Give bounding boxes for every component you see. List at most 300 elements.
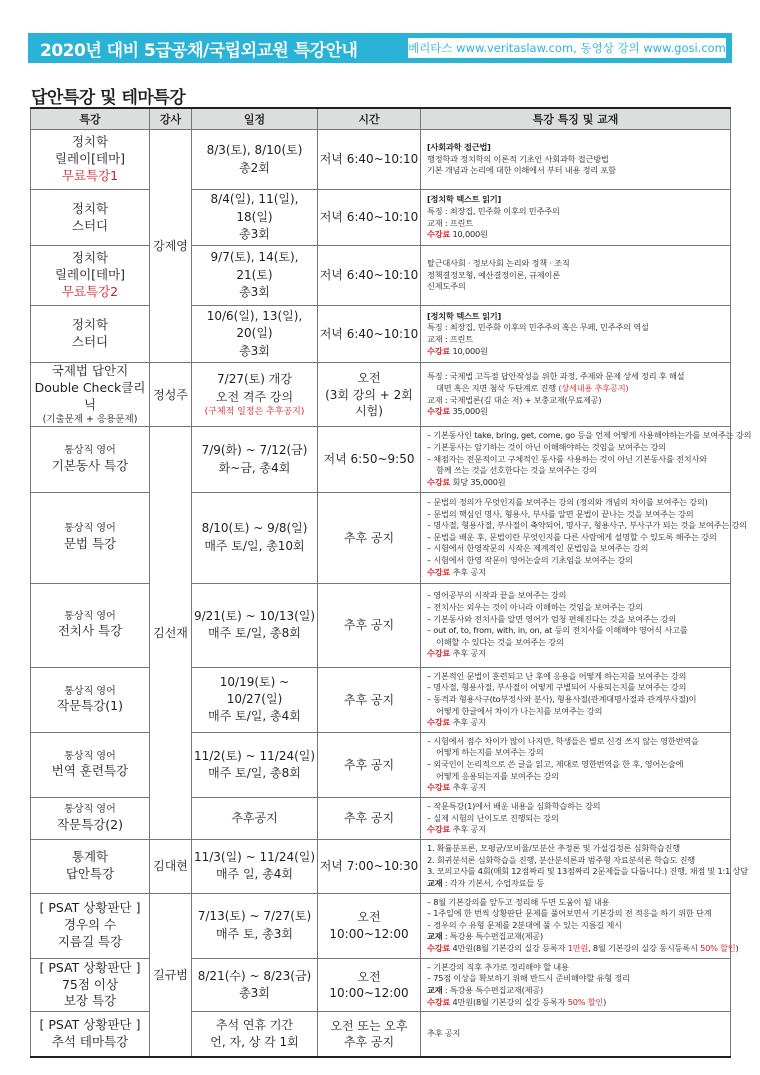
feature-text: 어떻게 한글에서 차이가 나는지를 보여주는 강의 [436, 705, 603, 716]
lecture-name: 스터디 [71, 334, 109, 349]
feature-text: 추후 공지 [427, 1028, 461, 1039]
feature-highlight: 50% 할인 [700, 943, 736, 954]
time-cell [318, 130, 421, 190]
feature-line [427, 590, 724, 602]
header-banner [28, 33, 732, 63]
time-cell [318, 798, 421, 840]
lecture-name: 작문특강(2) [56, 816, 123, 832]
column-header: 특강 [31, 108, 150, 130]
schedule-line: 7/9(화) ~ 7/12(금) [201, 443, 308, 458]
lecture-name: 경우의 수 [63, 917, 117, 933]
feature-text: 회당 35,000원 [450, 477, 506, 487]
time-line: 추후 공지 [343, 1035, 395, 1050]
feature-text: – 8월 기본강의를 앞두고 정리해 두면 도움이 될 내용 [427, 896, 610, 907]
feature-line [427, 625, 724, 637]
feature-text: – 75점 이상을 확보하기 위해 반드시 준비해야할 유형 정리 [427, 973, 630, 984]
features-cell [421, 798, 731, 840]
instructor-cell: 길규범 [150, 893, 192, 1057]
lecture-name: 국제법 답안지 [51, 363, 129, 378]
fee-label: 수강료 [427, 996, 451, 1007]
feature-text: 추후 공지 [450, 782, 486, 793]
table-header-row [31, 108, 731, 130]
features-cell [421, 958, 731, 1012]
schedule-line: 매주 토/일, 총8회 [208, 626, 301, 641]
feature-text: 정책결정모형, 예산결정이론, 규제이론 [427, 269, 560, 280]
table-row [31, 363, 731, 427]
feature-text: [사회과학 접근법] [427, 142, 491, 153]
schedule-note: (구체적 일정은 추후공지) [204, 407, 305, 418]
feature-line [427, 442, 724, 454]
schedule-line: 총3회 [239, 285, 270, 300]
feature-text: – 실제 시험의 난이도로 진행되는 강의 [427, 812, 559, 823]
schedule-line: 화~금, 총4회 [218, 460, 291, 475]
lecture-name-cell [31, 427, 150, 492]
time-text: 저녁 7:00~10:30 [319, 859, 419, 874]
table-row [31, 667, 731, 732]
feature-line [427, 985, 724, 997]
schedule-line: 10/19(토) ~ 10/27(일) [219, 674, 290, 707]
fee-label: 수강료 [427, 943, 451, 954]
instructor-cell: 김대현 [150, 839, 192, 893]
schedule-cell [192, 732, 318, 797]
table-row [31, 190, 731, 246]
feature-line [427, 229, 724, 241]
table-row [31, 839, 731, 893]
feature-text: – 시험에서 한영 작문이 영어논술의 기초임을 보여주는 강의 [427, 555, 633, 566]
table-row [31, 130, 731, 190]
column-header: 일정 [192, 108, 318, 130]
lecture-name-cell [31, 246, 150, 306]
schedule-line: 8/10(토) ~ 9/8(일) [201, 521, 308, 536]
feature-line [427, 736, 724, 748]
features-cell [421, 732, 731, 797]
features-cell [421, 130, 731, 190]
lecture-category: 통상직 영어 [64, 685, 116, 697]
schedule-cell [192, 1012, 318, 1057]
feature-line [427, 165, 724, 177]
lecture-name-cell [31, 958, 150, 1012]
feature-line [427, 717, 724, 729]
header-title: 2020년 대비 5급공채/국립외교원 특강안내 [40, 41, 358, 61]
feature-label: 교재 [427, 931, 443, 942]
schedule-line: 오전 격주 강의 [215, 389, 294, 404]
feature-line [427, 567, 724, 579]
feature-text: 교재 : 국제법론(김 대순 저) + 보충교재(무료제공) [427, 394, 602, 405]
lecture-name: 75점 이상 [61, 976, 119, 992]
schedule-line: 언, 자, 상 각 1회 [210, 1035, 299, 1050]
lecture-name: 통계학 [71, 849, 109, 865]
schedule-line: 11/3(일) ~ 11/24(일) [193, 849, 316, 864]
schedule-line: 매주 토/일, 총10회 [204, 538, 305, 553]
fee-label: 수강료 [427, 824, 451, 835]
time-text: 오전 10:00~12:00 [329, 969, 409, 1001]
time-line: 오전 또는 오후 [330, 1018, 408, 1033]
feature-text: – 기본적인 문법이 훈련되고 난 후에 응용을 어떻게 하는지를 보여주는 강의 [427, 670, 687, 681]
feature-line [427, 383, 724, 395]
lecture-name: 보장 특강 [63, 993, 117, 1009]
time-line: (3회 강의 + 2회 시험) [325, 387, 413, 418]
lecture-name: 정치학 [71, 200, 109, 216]
free-lecture-label: 무료특강2 [61, 283, 119, 299]
lecture-name: 번역 훈련특강 [51, 763, 129, 779]
feature-text: ) [735, 943, 739, 954]
lecture-name-cell [31, 798, 150, 840]
lecture-name-cell [31, 583, 150, 667]
schedule-cell [192, 492, 318, 583]
fee-label: 수강료 [427, 782, 451, 793]
schedule-line: 9/7(토), 14(토), 21(토) [210, 250, 299, 282]
feature-line [427, 824, 724, 836]
feature-line [427, 281, 724, 293]
section-title: 답안특강 및 테마특강 [31, 88, 186, 108]
fee-label: 수강료 [427, 229, 451, 240]
lecture-name-cell [31, 492, 150, 583]
lecture-name: Double Check클리닉 [34, 379, 146, 412]
features-cell [421, 427, 752, 492]
lecture-name: 추석 테마특강 [51, 1034, 129, 1050]
feature-text: 탈근대사회 · 정보사회 논리와 정책 · 조직 [427, 258, 570, 269]
fee-label: 수강료 [427, 566, 451, 577]
schedule-line: 10/6(일), 13(일), 20(일) [206, 308, 303, 341]
feature-text: – 영어공부의 시작과 끝을 보여주는 강의 [427, 590, 567, 601]
schedule-cell [192, 893, 318, 958]
table-row [31, 306, 731, 363]
schedule-cell [192, 798, 318, 840]
feature-text: 특징 : 최장집, 민주화 이후의 민주주의 [427, 205, 560, 216]
features-cell [421, 839, 748, 893]
feature-line [427, 973, 724, 985]
time-cell [318, 667, 421, 732]
lecture-name-cell [31, 1012, 150, 1057]
feature-label: 교재 [427, 985, 443, 996]
feature-text: 신제도주의 [427, 281, 466, 292]
feature-line [427, 943, 739, 955]
schedule-line: 추석 연휴 기간 [215, 1017, 294, 1032]
feature-text: – 1주일에 한 번씩 상황판단 문제를 풀어보면서 기본강의 전 적응을 하기 위한 단계 [427, 908, 712, 919]
lecture-name: 답안특강 [65, 866, 115, 882]
schedule-line: 매주 토, 총3회 [215, 926, 294, 941]
lecture-name: 정치학 [71, 317, 109, 333]
schedule-cell [192, 190, 318, 246]
feature-line [427, 813, 724, 825]
lecture-name-cell [31, 732, 150, 797]
feature-line [427, 371, 724, 383]
time-cell [318, 190, 421, 246]
feature-highlight: (상세내용 추후공지) [558, 383, 629, 394]
table-row [31, 583, 731, 667]
time-cell [318, 1012, 421, 1057]
table-row [31, 1012, 731, 1057]
time-text: 저녁 6:40~10:10 [319, 152, 419, 167]
feature-line [427, 555, 724, 567]
feature-line [427, 334, 724, 346]
features-cell [421, 492, 747, 583]
feature-line [427, 782, 724, 794]
feature-text: – 문법을 배운 후, 문법이란 무엇인지를 다른 사람에게 설명할 수 있도록 해주는 강의 [427, 531, 717, 542]
feature-line [427, 878, 724, 890]
lecture-name: 기본동사 특강 [51, 457, 129, 473]
feature-line [427, 509, 724, 521]
table-row [31, 492, 731, 583]
features-cell [421, 893, 739, 958]
table-row [31, 732, 731, 797]
feature-text: – 경우의 수 유형 문제를 2분대에 풀 수 있는 지름길 제시 [427, 919, 622, 930]
feature-text: 추후 공지 [450, 566, 486, 577]
feature-text: 어떻게 하는지를 보여주는 강의 [436, 747, 544, 758]
feature-line [427, 270, 724, 282]
table-row [31, 798, 731, 840]
schedule-cell [192, 958, 318, 1012]
lecture-name: 릴레이[테마] [54, 151, 126, 167]
schedule-line: 매주 토/일, 총8회 [208, 765, 301, 780]
lecture-name-sub: (기출문제 + 응용문제) [42, 413, 138, 425]
schedule-line: 총3회 [239, 343, 270, 358]
feature-text: 특징 : 국제법 고득점 답안작성을 위한 과정, 주제와 문제 상세 정리 후 해설 [427, 371, 685, 382]
lecture-name: 스터디 [71, 217, 109, 233]
lecture-name: 지름길 특강 [57, 934, 123, 950]
feature-text: – 시험에서 점수 차이가 많이 나지만, 학생들은 별로 신경 쓰지 않는 영한번역을 [427, 735, 699, 746]
feature-line [427, 671, 724, 683]
feature-text: – out of, to, from, with, in, on, at 등의 전치사를 이해해야 영어식 사고를 [427, 625, 688, 636]
time-line: 오전 [357, 371, 381, 386]
time-text: 추후 공지 [343, 692, 395, 707]
feature-line [427, 406, 724, 418]
feature-line [427, 346, 724, 358]
schedule-cell [192, 427, 318, 492]
feature-text: 추후 공지 [450, 648, 486, 659]
time-cell [318, 958, 421, 1012]
header-website-link[interactable]: 베리타스 www.veritaslaw.com, 동영상 강의 www.gosi.com [408, 38, 726, 58]
lecture-table [30, 107, 752, 1058]
lecture-name-cell [31, 893, 150, 958]
feature-line [427, 637, 724, 649]
fee-label: 수강료 [427, 477, 451, 487]
lecture-name: 전치사 특강 [57, 623, 123, 639]
feature-text: 2. 회귀분석론 심화학습을 진행, 분산분석론과 범주형 자료분석론 학습도 진행 [427, 854, 696, 865]
lecture-category: 통상직 영어 [64, 610, 116, 622]
feature-text: 추후 공지 [450, 717, 486, 728]
feature-text: – 기본동사는 암기하는 것이 아닌 이해해야하는 것임을 보여주는 강의 [427, 442, 666, 453]
schedule-cell [192, 130, 318, 190]
schedule-line: 8/21(수) ~ 8/23(금) [197, 968, 312, 983]
time-cell [318, 246, 421, 306]
feature-text: 4만원(8월 기본강의 실강 등록자 [450, 943, 568, 954]
feature-line [427, 920, 724, 932]
schedule-cell [192, 246, 318, 306]
free-lecture-label: 무료특강1 [61, 167, 119, 183]
instructor-cell: 김선재 [150, 427, 192, 840]
schedule-line: 7/13(토) ~ 7/27(토) [197, 909, 312, 924]
feature-text: – 명사절, 형용사절, 부사절이 축약되어, 명사구, 형용사구, 부사구가 되는 것을 보여주는 강의 [427, 520, 747, 531]
feature-line [427, 759, 724, 771]
feature-line [427, 532, 724, 544]
feature-line [427, 311, 724, 323]
time-cell [318, 306, 421, 363]
schedule-cell [192, 839, 318, 893]
features-cell [421, 190, 731, 246]
feature-text: 함께 쓰는 것을 선호한다는 것을 보여주는 강의 [436, 465, 597, 476]
schedule-cell [192, 306, 318, 363]
time-text: 저녁 6:40~10:10 [319, 326, 419, 341]
features-cell [421, 246, 731, 306]
feature-text: [정치학 텍스트 읽기] [427, 194, 502, 205]
time-cell [318, 839, 421, 893]
feature-text: – 명사절, 형용사절, 부사절이 어떻게 구별되어 사용되는지를 보여주는 강의 [427, 682, 687, 693]
time-cell [318, 732, 421, 797]
feature-text: – 외국인이 논리적으로 쓴 글을 읽고, 제대로 영한번역을 한 후, 영어논술에 [427, 759, 684, 770]
lecture-name: [ PSAT 상황판단 ] [39, 900, 141, 916]
schedule-line: 매주 토/일, 총4회 [208, 709, 301, 724]
fee-label: 수강료 [427, 648, 451, 659]
feature-text: 대면 혹은 지면 첨삭 두단계로 진행 [436, 383, 559, 394]
feature-line [427, 477, 724, 489]
feature-text: – 시험에서 한영작문의 시작은 제계적인 문법임을 보여주는 강의 [427, 543, 649, 554]
time-text: 추후 공지 [343, 618, 395, 633]
feature-line [427, 962, 724, 974]
feature-text: 기본 개념과 논리에 대한 이해에서 부터 내용 정리 포함 [427, 165, 616, 176]
lecture-name: 문법 특강 [63, 535, 117, 551]
time-text: 오전 10:00~12:00 [329, 910, 409, 941]
feature-line [427, 682, 724, 694]
feature-text: 교재 : 프린트 [427, 334, 473, 344]
lecture-name-cell [31, 363, 150, 427]
lecture-name: [ PSAT 상황판단 ] [39, 1017, 141, 1033]
feature-line [427, 843, 724, 855]
instructor-cell: 강제영 [150, 130, 192, 363]
schedule-line: 7/27(토) 개강 [217, 372, 292, 387]
feature-line [427, 855, 724, 867]
feature-text: – 전치사는 외우는 것이 아니라 이해하는 것임을 보여주는 강의 [427, 601, 643, 612]
lecture-category: 통상직 영어 [64, 523, 116, 535]
feature-line [427, 997, 724, 1009]
feature-line [427, 258, 724, 270]
time-text: 추후 공지 [343, 757, 395, 772]
features-cell [421, 1012, 731, 1057]
lecture-name-cell [31, 130, 150, 190]
feature-line [427, 694, 724, 706]
feature-text: 3. 모의고사를 4회(매회 12점짜리 및 13점짜리 2문제들을 다룹니다.) 진행, 채점 및 1:1 상담 [427, 866, 748, 877]
feature-text: – 채점자는 전문적이고 구체적인 동사를 사용하는 것이 아닌 기본동사를 전치사와 [427, 453, 707, 464]
feature-line [427, 801, 724, 813]
column-header: 특강 특징 및 교재 [421, 108, 731, 130]
feature-line [427, 465, 724, 477]
feature-text: – 문법의 정의가 무엇인지를 보여주는 강의 (정의와 개념의 차이를 보여주는 강의) [427, 496, 708, 507]
lecture-name: 릴레이[테마] [54, 267, 126, 283]
feature-line [427, 322, 724, 334]
feature-line [427, 497, 724, 509]
table-row [31, 427, 731, 492]
lecture-name-cell [31, 190, 150, 246]
time-cell [318, 363, 421, 427]
features-cell [421, 583, 731, 667]
feature-text: : 특강용 특수편집교재(제공) [442, 985, 543, 996]
schedule-line: 총3회 [239, 227, 270, 242]
features-cell [421, 667, 731, 732]
lecture-name-cell [31, 839, 150, 893]
feature-line [427, 931, 724, 943]
feature-text: – 기본동사인 take, bring, get, come, go 등을 언제 어떻게 사용해야하는가를 보여주는 강의 [427, 430, 752, 441]
feature-line [427, 602, 724, 614]
feature-line [427, 520, 747, 532]
feature-line [427, 543, 724, 555]
feature-text: 어떻게 응용되는지를 보여주는 강의 [436, 770, 559, 781]
schedule-cell [192, 667, 318, 732]
feature-text: – 작문특강(1)에서 배운 내용을 심화학습하는 강의 [427, 801, 601, 812]
feature-highlight: 1만원 [567, 943, 589, 954]
feature-text: 4만원(8월 기본강의 실강 등록자 [450, 996, 568, 1007]
schedule-line: 총3회 [239, 986, 270, 1001]
schedule-line: 11/2(토) ~ 11/24(일) [193, 748, 316, 763]
fee-label: 수강료 [427, 717, 451, 728]
feature-line [427, 154, 724, 166]
feature-text: : 각자 기본서, 수업자료들 등 [442, 877, 545, 888]
feature-text: 특징 : 최장집, 민주화 이후의 민주주의 혹은 무페, 민주주의 역설 [427, 322, 649, 333]
feature-line [427, 614, 724, 626]
feature-text: 이해할 수 있다는 것을 보여주는 강의 [436, 636, 564, 647]
feature-text: – 동격과 형용사구(to부정사와 분사), 형용사절(관계대명사절과 관계부사절)이 [427, 693, 697, 704]
schedule-line: 8/3(토), 8/10(토) [206, 143, 303, 158]
time-cell [318, 893, 421, 958]
feature-text: , 8월 기본강의 실강 동시등록시 [588, 943, 701, 954]
feature-line [427, 218, 724, 230]
feature-line [427, 454, 724, 466]
feature-highlight: 50% 할인 [567, 996, 604, 1007]
feature-line [427, 866, 748, 878]
schedule-line: 총2회 [239, 160, 270, 175]
lecture-name-cell [31, 306, 150, 363]
lecture-category: 통상직 영어 [64, 804, 116, 816]
feature-line [427, 747, 724, 759]
lecture-name: [ PSAT 상황판단 ] [39, 959, 141, 975]
schedule-line: 추후공지 [231, 810, 278, 825]
schedule-cell [192, 583, 318, 667]
feature-line [427, 206, 724, 218]
feature-line [427, 648, 724, 660]
lecture-category: 통상직 영어 [64, 750, 116, 762]
feature-line [427, 395, 724, 407]
lecture-name-cell [31, 667, 150, 732]
feature-text: ) [603, 996, 607, 1007]
feature-text: 35,000원 [450, 406, 488, 417]
time-text: 추후 공지 [343, 530, 395, 545]
column-header: 시간 [318, 108, 421, 130]
features-cell [421, 363, 731, 427]
time-cell [318, 583, 421, 667]
feature-text: : 특강용 특수편집교재(제공) [442, 931, 543, 942]
fee-label: 수강료 [427, 406, 451, 417]
feature-text: – 기본동사와 전치사를 알면 영어가 엄청 편해진다는 것을 보여주는 강의 [427, 613, 677, 624]
time-text: 저녁 6:50~9:50 [323, 452, 415, 467]
feature-line [427, 142, 724, 154]
time-text: 저녁 6:40~10:10 [319, 268, 419, 283]
schedule-line: 9/21(토) ~ 10/13(일) [193, 608, 316, 623]
feature-text: 교재 : 프린트 [427, 217, 473, 228]
time-cell [318, 492, 421, 583]
table-row [31, 958, 731, 1012]
time-text: 추후 공지 [343, 811, 395, 826]
feature-line [427, 897, 724, 909]
schedule-line: 8/4(일), 11(일), 18(일) [210, 192, 299, 224]
lecture-name: 정치학 [71, 134, 109, 150]
feature-text: [정치학 텍스트 읽기] [427, 310, 502, 321]
feature-line [427, 1028, 724, 1040]
feature-line [427, 430, 752, 442]
schedule-cell [192, 363, 318, 427]
feature-line [427, 908, 724, 920]
table-row [31, 246, 731, 306]
table-row [31, 893, 731, 958]
fee-label: 수강료 [427, 345, 451, 356]
